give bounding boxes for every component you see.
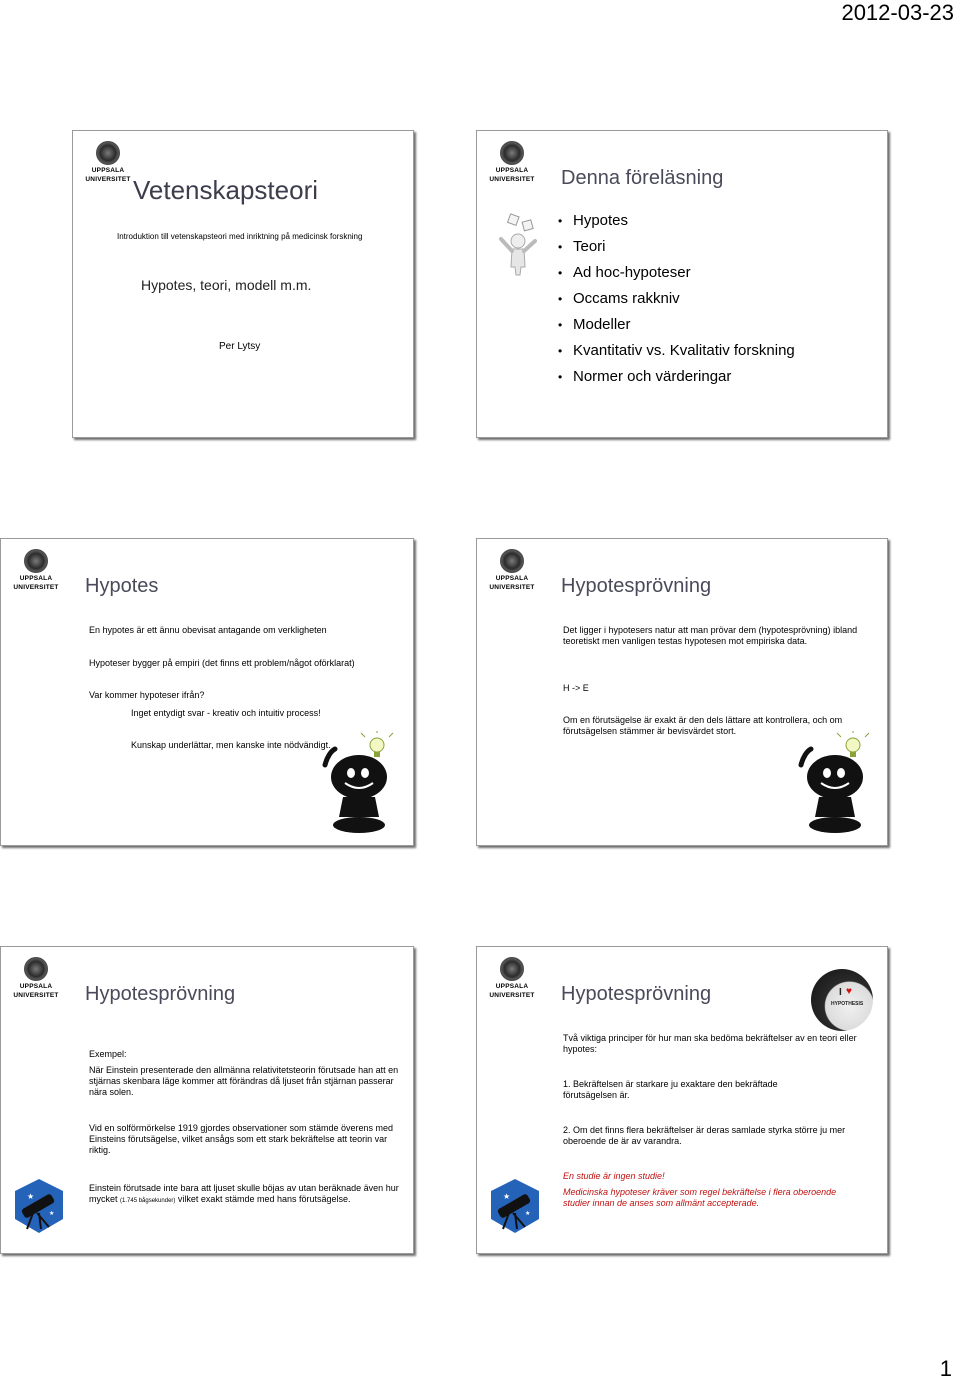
logo-text-line2: UNIVERSITET: [85, 176, 131, 183]
logo-text-line1: UPPSALA: [495, 167, 529, 174]
lightbulb-character-icon: [315, 731, 407, 837]
page-date: 2012-03-23: [841, 0, 954, 25]
university-seal-icon: [500, 957, 524, 981]
agenda-item: • Normer och värderingar: [573, 367, 795, 393]
slide-text: Om en förutsägelse är exakt är den dels lättare att kontrollera, och om förutsägelsen stämmer är bevisvärdet stort.: [563, 715, 843, 736]
slide-text: Inget entydigt svar - kreativ och intuitiv process!: [131, 708, 321, 718]
slide-text: Var kommer hypoteser ifrån?: [89, 690, 205, 700]
logo-text-line1: UPPSALA: [495, 575, 529, 582]
slide-author: Per Lytsy: [219, 341, 261, 352]
slide-title: Vetenskapsteori: [133, 175, 319, 205]
slide-text: Två viktiga principer för hur man ska bedöma bekräftelser av en teori eller hypotes:: [563, 1033, 857, 1054]
university-logo: [487, 549, 537, 591]
logo-text-line2: UNIVERSITET: [13, 992, 59, 999]
logo-text-line2: UNIVERSITET: [489, 992, 535, 999]
agenda-item: • Ad hoc-hypoteser: [573, 263, 795, 289]
logo-text-line1: UPPSALA: [19, 575, 53, 582]
university-seal-icon: [96, 141, 120, 165]
agenda-item: • Occams rakkniv: [573, 289, 795, 315]
badge-text-top: I: [839, 987, 842, 998]
university-logo: [83, 141, 133, 183]
slide-text-part: Einstein förutsade inte bara att ljuset skulle böjas av utan beräknade även hur mycket: [89, 1183, 399, 1204]
university-logo: [11, 549, 61, 591]
slide-text: Kunskap underlättar, men kanske inte nödvändigt.: [131, 740, 331, 750]
slide-text: Hypoteser bygger på empiri (det finns ett problem/något oförklarat): [89, 658, 355, 668]
svg-text:★: ★: [525, 1210, 531, 1217]
slide-text-small: (1.745 bågsekunder): [120, 1198, 176, 1204]
slide-text: En hypotes är ett ännu obevisat antagande om verkligheten: [89, 625, 327, 635]
slide-text-part: vilket exakt stämde med hans förutsägelse.: [177, 1194, 351, 1204]
slide-text: 2. Om det finns flera bekräftelser är deras samlade styrka större ju mer oberoende de är av varandra.: [563, 1125, 846, 1146]
slide-6: [476, 946, 888, 1254]
slide-title: Denna föreläsning: [561, 167, 724, 189]
agenda-item: • Kvantitativ vs. Kvalitativ forskning: [573, 341, 795, 367]
university-logo: [11, 957, 61, 999]
agenda-item: • Hypotes: [573, 211, 795, 237]
slide-text: H -> E: [563, 683, 589, 693]
slide-title: Hypotesprövning: [85, 983, 236, 1005]
logo-text-line2: UNIVERSITET: [489, 584, 535, 591]
i-love-hypothesis-badge: [811, 969, 873, 1031]
svg-text:★: ★: [49, 1210, 55, 1217]
slide-4: [476, 538, 888, 846]
slide-1: [72, 130, 414, 438]
slide-text-highlight: Medicinska hypoteser kräver som regel bekräftelse i flera oberoende studier innan de anses som allmänt accepterade.: [563, 1187, 837, 1208]
slide-text: Exempel:: [89, 1049, 127, 1059]
slide-text: När Einstein presenterade den allmänna relativitetsteorin förutsade han att en stjärnas skenbara läge kommer att förändras då ljuset från stjärnan passerar nära solen.: [89, 1065, 399, 1097]
slide-5: [0, 946, 414, 1254]
university-logo: [487, 957, 537, 999]
agenda-list: [573, 211, 795, 393]
university-seal-icon: [500, 549, 524, 573]
logo-text-line2: UNIVERSITET: [13, 584, 59, 591]
badge-text-bottom: HYPOTHESIS: [831, 1001, 864, 1007]
slide-text: Vid en solförmörkelse 1919 gjordes observationer som stämde överens med Einsteins förutsägelse, vilket ansågs som ett stark bekräftelse att teorin var riktig.: [89, 1123, 393, 1155]
agenda-item: • Teori: [573, 237, 795, 263]
logo-text-line1: UPPSALA: [19, 983, 53, 990]
juggling-figure-icon: [495, 211, 541, 277]
svg-text:★: ★: [27, 1192, 35, 1201]
logo-text-line1: UPPSALA: [495, 983, 529, 990]
slide-text: Det ligger i hypotesers natur att man prövar dem (hypotesprövning) ibland teoretiskt men vanligen testas hypotesen mot empiriska data.: [563, 625, 858, 646]
slide-3: [0, 538, 414, 846]
slide-subtitle: Introduktion till vetenskapsteori med inriktning på medicinsk forskning: [117, 232, 363, 241]
slide-topic: Hypotes, teori, modell m.m.: [141, 277, 312, 293]
telescope-icon: [489, 1177, 541, 1235]
lightbulb-character-icon: [791, 731, 883, 837]
slide-2: [476, 130, 888, 438]
university-seal-icon: [24, 549, 48, 573]
svg-text:★: ★: [503, 1192, 511, 1201]
logo-text-line1: UPPSALA: [91, 167, 125, 174]
telescope-icon: [13, 1177, 65, 1235]
slide-text: [89, 1183, 401, 1207]
agenda-item: • Modeller: [573, 315, 795, 341]
slide-title: Hypotes: [85, 575, 159, 597]
university-seal-icon: [500, 141, 524, 165]
heart-icon: ♥: [846, 986, 852, 997]
page-number: 1: [939, 1356, 952, 1381]
slide-text-highlight: En studie är ingen studie!: [563, 1171, 665, 1181]
logo-text-line2: UNIVERSITET: [489, 176, 535, 183]
slide-text: 1. Bekräftelsen är starkare ju exaktare den bekräftade förutsägelsen är.: [563, 1079, 778, 1100]
slide-title: Hypotesprövning: [561, 983, 712, 1005]
slide-title: Hypotesprövning: [561, 575, 712, 597]
university-seal-icon: [24, 957, 48, 981]
university-logo: [487, 141, 537, 183]
